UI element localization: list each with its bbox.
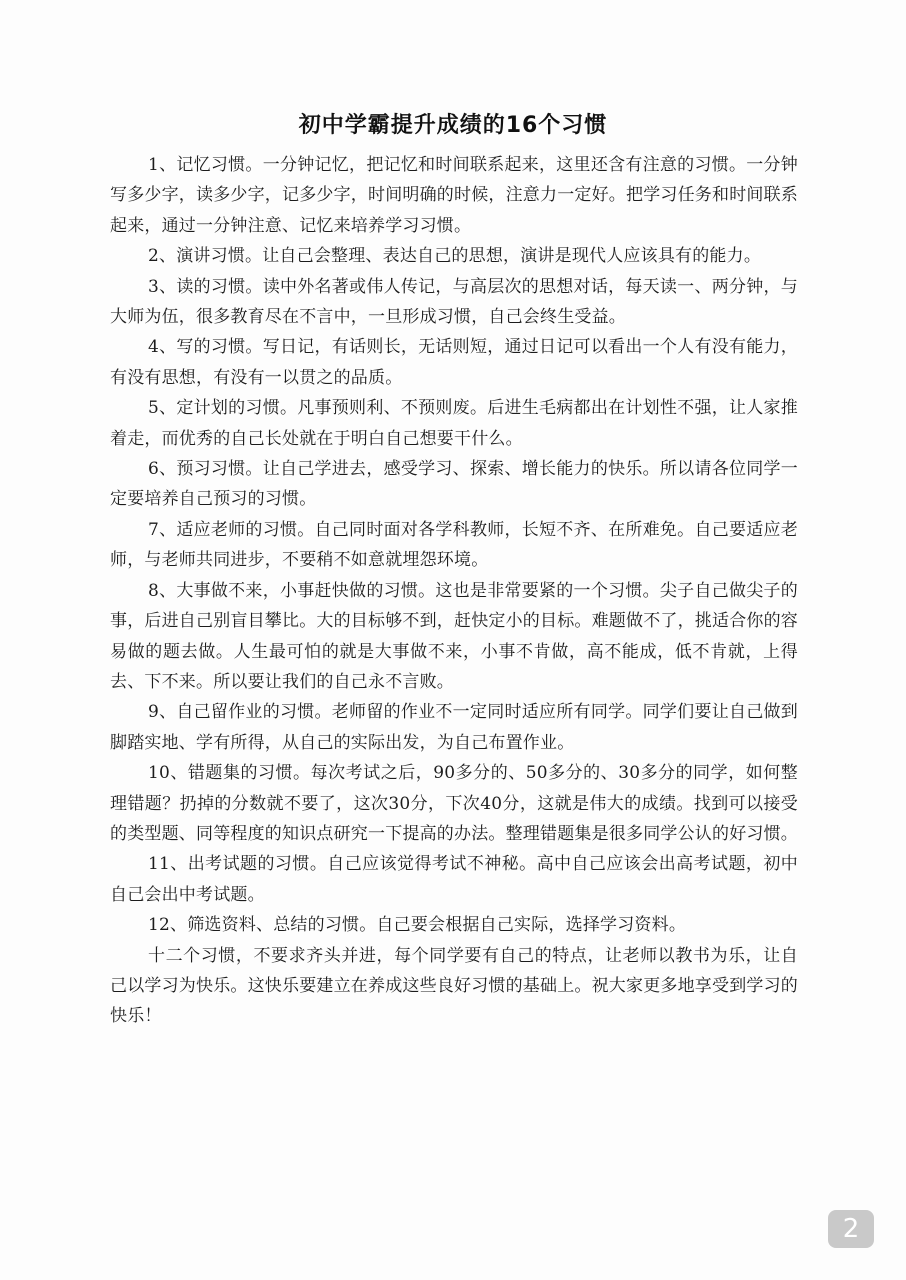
habit-paragraph-7: 7、适应老师的习惯。自己同时面对各学科教师，长短不齐、在所难免。自己要适应老师，与老师共同进步，不要稍不如意就埋怨环境。: [110, 519, 798, 571]
habit-paragraph-10: 10、错题集的习惯。每次考试之后，90多分的、50多分的、30多分的同学，如何整理错题？扔掉的分数就不要了，这次30分，下次40分，这就是伟大的成绩。找到可以接受的类型题、同等程度的知识点研究一下提高的办法。整理错题集是很多同学公认的好习惯。: [110, 763, 798, 844]
habit-paragraph-8: 8、大事做不来，小事赶快做的习惯。这也是非常要紧的一个习惯。尖子自己做尖子的事，后进自己别盲目攀比。大的目标够不到，赶快定小的目标。难题做不了，挑适合你的容易做的题去做。人生最可怕的就是大事做不来，小事不肯做，高不能成，低不肯就，上得去、下不来。所以要让我们的自己永不言败。: [110, 580, 798, 692]
habit-paragraph-9: 9、自己留作业的习惯。老师留的作业不一定同时适应所有同学。同学们要让自己做到脚踏实地、学有所得，从自己的实际出发，为自己布置作业。: [110, 702, 798, 753]
document-body: [110, 150, 798, 1032]
habit-paragraph-5: 5、定计划的习惯。凡事预则利、不预则废。后进生毛病都出在计划性不强，让人家推着走，而优秀的自己长处就在于明白自己想要干什么。: [110, 398, 798, 449]
habit-paragraph-6: 6、预习习惯。让自己学进去，感受学习、探索、增长能力的快乐。所以请各位同学一定要培养自己预习的习惯。: [110, 459, 798, 510]
page-title: 初中学霸提升成绩的16个习惯: [298, 113, 608, 138]
closing-paragraph: 十二个习惯，不要求齐头并进，每个同学要有自己的特点，让老师以教书为乐，让自己以学习为快乐。这快乐要建立在养成这些良好习惯的基础上。祝大家更多地享受到学习的快乐！: [110, 945, 798, 1027]
habit-paragraph-3: 3、读的习惯。读中外名著或伟人传记，与高层次的思想对话，每天读一、两分钟，与大师为伍，很多教育尽在不言中，一旦形成习惯，自己会终生受益。: [110, 276, 798, 328]
habit-paragraph-11: 11、出考试题的习惯。自己应该觉得考试不神秘。高中自己应该会出高考试题，初中自己会出中考试题。: [110, 854, 798, 905]
habit-paragraph-4: 4、写的习惯。写日记，有话则长，无话则短，通过日记可以看出一个人有没有能力，有没有思想，有没有一以贯之的品质。: [110, 337, 798, 388]
habit-paragraph-1: 1、记忆习惯。一分钟记忆，把记忆和时间联系起来，这里还含有注意的习惯。一分钟写多少字，读多少字，记多少字，时间明确的时候，注意力一定好。把学习任务和时间联系起来，通过一分钟注意、记忆来培养学习习惯。: [110, 155, 798, 236]
habit-paragraph-2: 2、演讲习惯。让自己会整理、表达自己的思想，演讲是现代人应该具有的能力。: [148, 246, 762, 267]
page-number-badge: 2: [828, 1210, 874, 1248]
habit-paragraph-12: 12、筛选资料、总结的习惯。自己要会根据自己实际，选择学习资料。: [148, 915, 687, 936]
